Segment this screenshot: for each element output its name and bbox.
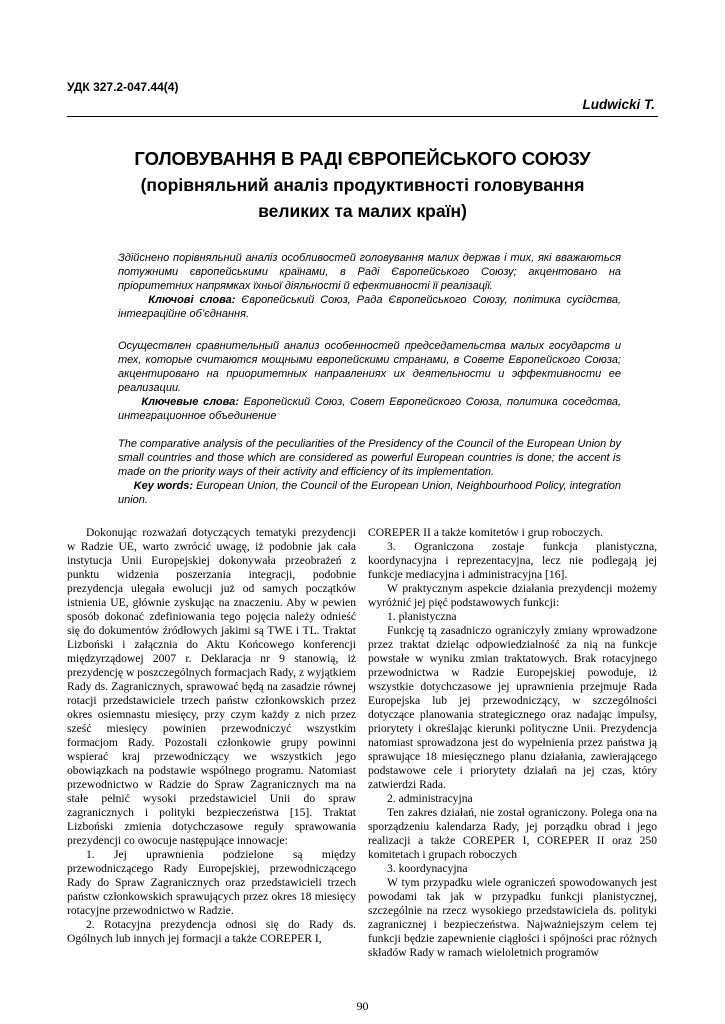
abstract-russian xyxy=(118,339,621,423)
paragraph: COREPER II a także komitetów i grup roboczych. xyxy=(368,526,604,539)
list-heading: 3. koordynacyjna xyxy=(387,862,468,875)
paragraph: Funkcję tą zasadniczo ograniczyły zmiany wprowadzone przez traktat dzieląc odpowiedzialność za nią na funkcje powstałe w wyniku zmian traktatowych. Brak rotacyjnego przewodnictwa w Radzie Europejskiej powoduje, iż wszystkie dotychczasowe jej uprawnienia przejmuje Rada Europejska lub jej przewodniczący, w szczególności dotyczące planowania strategicznego oraz nadając impulsy, priorytety i określając kierunki polityczne Unii. Prezydencja natomiast sprowadzona jest do wypełnienia przez państwa ją sprawujące 18 miesięcznego planu działania, zawierającego podstawowe cele i priorytety działań na jej czas, który zatwierdzi Rada. xyxy=(368,624,657,791)
paragraph: W praktycznym aspekcie działania prezydencji możemy wyróżnić jej pięć podstawowych funkcji: xyxy=(368,582,657,609)
abstract-text: Осуществлен сравнительный анализ особенностей председательства малых государств и тех, которые считаются мощными европейскими странами, в Совете Европейского Союза; акцентировано на приоритетных направлениях их деятельности и эффективности ее реализации. xyxy=(118,340,621,394)
list-heading: 2. administracyjna xyxy=(387,792,473,805)
keywords xyxy=(118,293,621,321)
author-name: Ludwicki T. xyxy=(582,97,655,112)
header-rule xyxy=(67,116,658,117)
paragraph: W tym przypadku wiele ograniczeń spowodowanych jest powodami tak jak w przypadku funkcji planistycznej, szczególnie na rzecz wysokiego przedstawiciela ds. polityki zagranicznej i bezpieczeństwa. Najważniejszym celem tej funkcji będzie zapewnienie ciągłości i spójności prac różnych składów Rady w ramach wieloletnich programów xyxy=(368,876,657,959)
udc-code: УДК 327.2-047.44(4) xyxy=(67,80,179,94)
body-column-left xyxy=(67,526,356,946)
article-title xyxy=(60,146,665,224)
abstract-english xyxy=(118,437,621,507)
keywords-text: Европейский Союз, Совет Европейского Союза, политика соседства, интеграционное объединение xyxy=(118,396,621,422)
abstract-text: Здійснено порівняльний аналіз особливостей головування малих держав і тих, які вважаються потужними європейськими країнами, в Раді Європейського Союзу; акцентовано на пріоритетних напрямках їхньої діяльності й ефективності її реалізації. xyxy=(118,252,621,292)
title-main: ГОЛОВУВАННЯ В РАДІ ЄВРОПЕЙСЬКОГО СОЮЗУ xyxy=(134,148,591,169)
list-heading: 1. planistyczna xyxy=(387,610,457,623)
abstract-text: The comparative analysis of the peculiarities of the Presidency of the Council of the European Union by small countries and those which are considered as powerful European countries is done; the accent is made on the priority ways of their activity and efficiency of its implementation. xyxy=(118,438,621,478)
paragraph: Ten zakres działań, nie został ograniczony. Polega ona na sporządzeniu kalendarza Rady, jej porządku obrad i jego realizacji a także COREPER I, COREPER II oraz 250 komitetach i grupach roboczych xyxy=(368,806,657,861)
title-subtitle-line1: (порівняльний аналіз продуктивності головування xyxy=(140,175,585,195)
body-column-right xyxy=(368,526,657,960)
keywords xyxy=(118,479,621,507)
keywords-text: Європейський Союз, Рада Європейського Союзу, політика сусідства, інтеграційне об’єднання. xyxy=(118,294,621,320)
keywords xyxy=(118,395,621,423)
paragraph: 2. Rotacyjna prezydencja odnosi się do Rady ds. Ogólnych lub innych jej formacji a także COREPER I, xyxy=(67,918,356,945)
paragraph: Dokonując rozważań dotyczących tematyki prezydencji w Radzie UE, warto zwrócić uwagę, iż podobnie jak cała instytucja Unii Europejskiej dokonywała przeobrażeń z punktu widzenia poszerzania integracji, podobnie prezydencja ulegała ewolucji już od samych początków istnienia UE, głównie zyskując na znaczeniu. Aby w pewien sposób dokonać zdefiniowania tego pojęcia należy odnieść się do dokumentów źródłowych jakimi są TWE i TL. Traktat Lizboński i załącznia do Aktu Końcowego konferencji międzyrządowej 2007 r. Deklaracja nr 9 stanowią, iż prezydencję w poszczególnych formacjach Rady, z wyjątkiem Rady ds. Zagranicznych, sprawować będą na zasadzie równej rotacji przedstawiciele trzech państw członkowskich przez okres osiemnastu miesięcy, przy czym każdy z nich przez sześć miesięcy powinien przewodniczyć wszystkim formacjom Rady. Pozostali członkowie grupy powinni wspierać kraj przewodniczący we wszystkich jego obowiązkach na podstawie wspólnego programu. Natomiast przewodnictwo w Radzie do Spraw Zagranicznych ma na stałe pełnić wysoki przedstawiciel Unii do spraw zagranicznych i polityki bezpieczeństwa [15]. Traktat Lizboński zmienia dotychczasowe reguły sprawowania prezydencji co owocuje następujące innowacje: xyxy=(67,526,356,847)
paragraph: 3. Ograniczona zostaje funkcja planistyczna, koordynacyjna i reprezentacyjna, lecz nie podlegają jej funkcje mediacyjna i administracyjna [16]. xyxy=(368,540,657,581)
keywords-label: Key words: xyxy=(133,480,194,492)
keywords-text: European Union, the Council of the European Union, Neighbourhood Policy, integration union. xyxy=(118,480,622,506)
abstract-ukrainian xyxy=(118,251,621,321)
keywords-label: Ключевые слова: xyxy=(141,396,239,408)
page-number: 90 xyxy=(356,999,369,1013)
keywords-label: Ключові слова: xyxy=(148,294,236,306)
paragraph: 1. Jej uprawnienia podzielone są między przewodniczącego Rady Europejskiej, przewodniczącego Rady do Spraw Zagranicznych oraz przedstawicieli trzech państw członkowskich sprawujących przez okres 18 miesięcy rotacyjne przewodnictwo w Radzie. xyxy=(67,848,356,917)
title-subtitle-line2: великих та малих країн) xyxy=(258,201,467,221)
